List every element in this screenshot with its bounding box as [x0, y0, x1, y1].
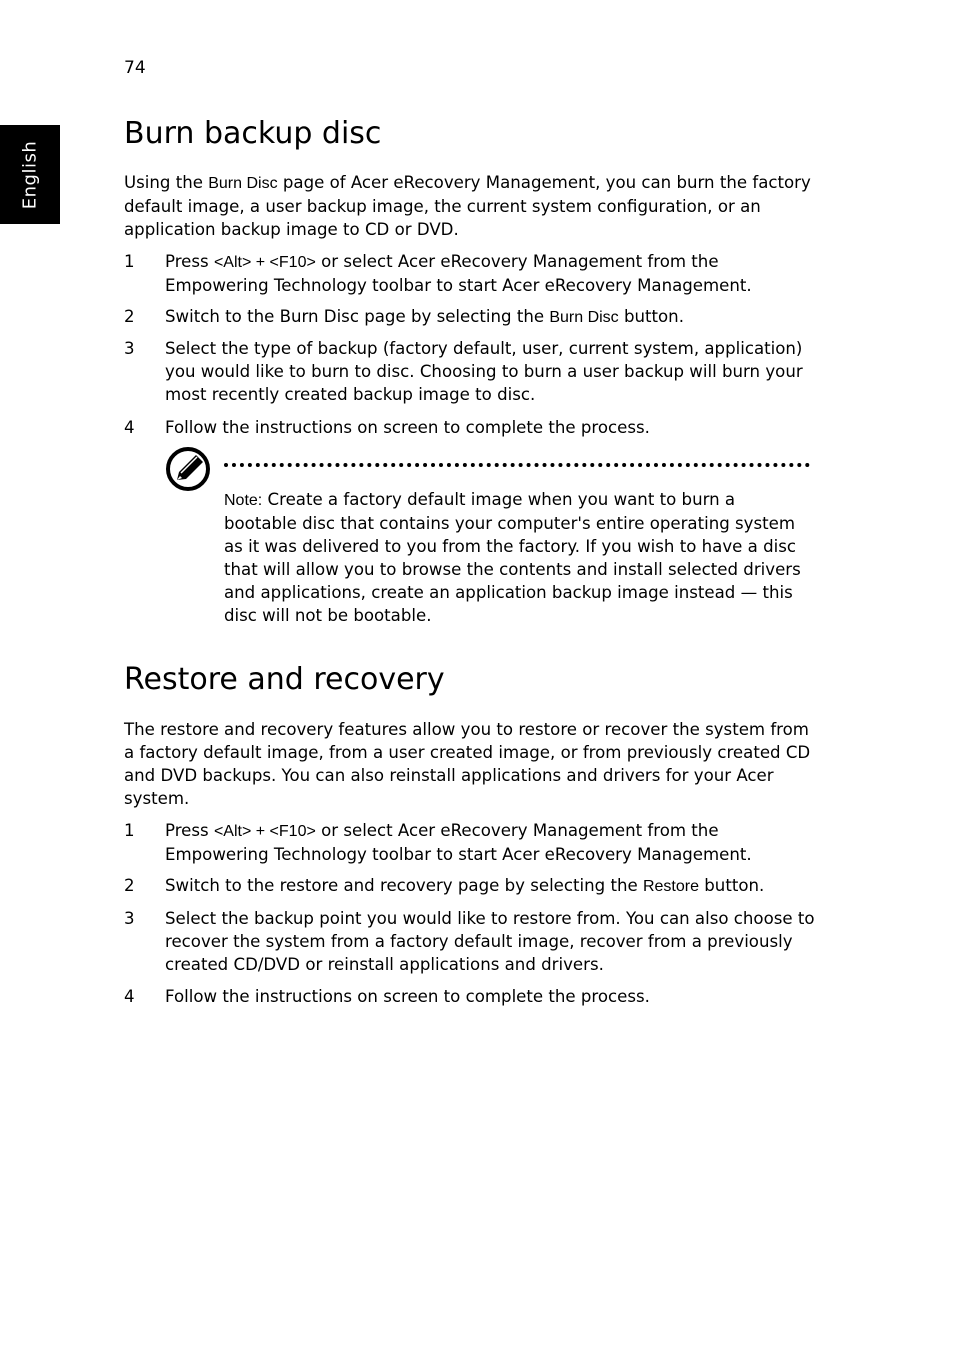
note-text [224, 488, 804, 627]
step-text-a: Press [165, 252, 214, 271]
section-title-burn: Burn backup disc [124, 116, 382, 151]
step-text-b: button. [618, 307, 684, 326]
note-label: Note: [224, 492, 263, 509]
key-combo: <Alt> + <F10> [213, 254, 316, 271]
step-text: Select the type of backup (factory default, user, current system, application) you would like to burn to disc. Choosing to burn a user backup will burn your most recently created backup image to disc. [165, 339, 803, 404]
page-number: 74 [124, 58, 146, 78]
step-text [165, 819, 815, 866]
step-number: 1 [124, 252, 135, 271]
burn-intro-ui-term: Burn Disc [208, 175, 278, 192]
language-side-tab [0, 125, 60, 224]
section-title-restore: Restore and recovery [124, 662, 445, 697]
step-text-a: Switch to the Burn Disc page by selecting the [165, 307, 550, 326]
ui-term: Burn Disc [549, 309, 619, 326]
step-number: 2 [124, 307, 135, 326]
side-tab-label: English [19, 140, 41, 209]
step-number: 2 [124, 876, 135, 895]
note-pencil-icon [165, 446, 213, 492]
burn-intro [124, 171, 814, 241]
ui-term: Restore [642, 878, 699, 895]
restore-intro: The restore and recovery features allow you to restore or recover the system from a factory default image, from a user created image, or from previously created CD and DVD backups. You can also reinstall applications and drivers for your Acer system. [124, 720, 811, 808]
step-text: Select the backup point you would like to restore from. You can also choose to recover the system from a factory default image, recover from a previously created CD/DVD or reinstall applications and drivers. [165, 909, 815, 974]
step-text: Follow the instructions on screen to complete the process. [165, 418, 650, 437]
step-text: Follow the instructions on screen to complete the process. [165, 987, 650, 1006]
step-number: 1 [124, 821, 135, 840]
burn-intro-text: Using the [124, 173, 209, 192]
step-text-a: Press [165, 821, 214, 840]
step-text-a: Switch to the restore and recovery page by selecting the [165, 876, 643, 895]
step-text-b: button. [699, 876, 765, 895]
note-divider [224, 463, 810, 467]
step-text-b: or select Acer eRecovery Management from the Empowering Technology toolbar to start Acer eRecovery Management. [165, 252, 752, 295]
step-number: 4 [124, 418, 135, 437]
burn-intro-text-rest: page of Acer eRecovery Management, you can burn the factory default image, a user backup image, the current system configuration, or an application backup image to CD or DVD. [124, 173, 811, 239]
step-text-b: or select Acer eRecovery Management from the Empowering Technology toolbar to start Acer eRecovery Management. [165, 821, 752, 864]
step-text [165, 250, 815, 297]
step-number: 4 [124, 987, 135, 1006]
step-number: 3 [124, 339, 135, 358]
step-text [165, 305, 815, 329]
step-text [165, 874, 815, 898]
key-combo: <Alt> + <F10> [213, 823, 316, 840]
note-body: Create a factory default image when you want to burn a bootable disc that contains your computer's entire operating system as it was delivered to you from the factory. If you wish to have a disc that will allow you to browse the contents and install selected drivers and applications, create an application backup image instead — this disc will not be bootable. [224, 490, 801, 625]
step-number: 3 [124, 909, 135, 928]
